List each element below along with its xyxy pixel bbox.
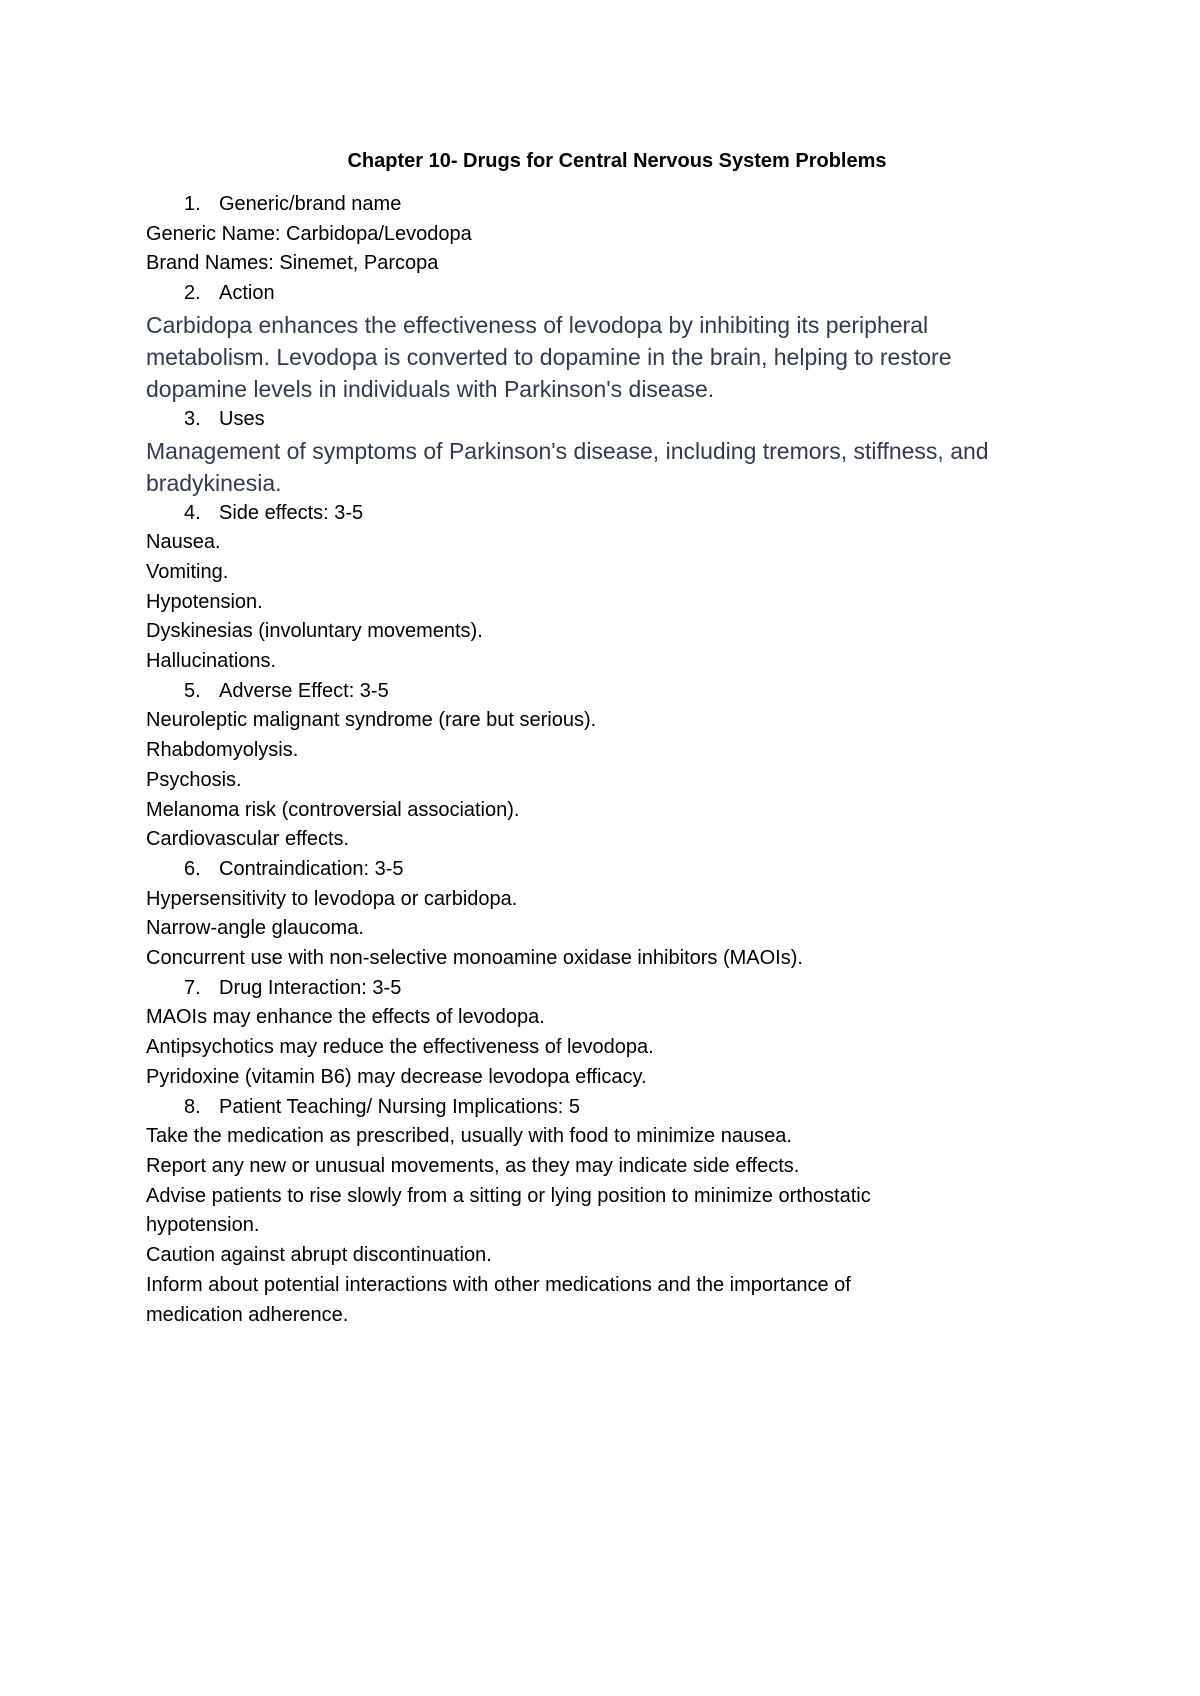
section-heading-uses xyxy=(146,405,1066,435)
text-line: Pyridoxine (vitamin B6) may decrease levodopa efficacy. xyxy=(146,1065,647,1088)
text-line: Rhabdomyolysis. xyxy=(146,739,299,762)
text-line: Vomiting. xyxy=(146,560,229,583)
text-line: Dyskinesias (involuntary movements). xyxy=(146,620,483,643)
section-heading-generic-brand-name xyxy=(146,190,1066,220)
text-line: Concurrent use with non-selective monoamine oxidase inhibitors (MAOIs). xyxy=(146,947,803,970)
text-line: Hypersensitivity to levodopa or carbidopa. xyxy=(146,887,518,910)
section-number: 4. xyxy=(184,501,201,524)
section-title: Patient Teaching/ Nursing Implications: 5 xyxy=(219,1095,580,1118)
text-line: Neuroleptic malignant syndrome (rare but serious). xyxy=(146,709,597,732)
section-heading-drug-interaction xyxy=(146,974,1066,1004)
text-line: Antipsychotics may reduce the effectiveness of levodopa. xyxy=(146,1036,654,1059)
text-line: Melanoma risk (controversial association). xyxy=(146,798,520,821)
document-content xyxy=(146,146,1066,1330)
section-title: Uses xyxy=(219,407,265,430)
text-line: Hallucinations. xyxy=(146,650,277,673)
section-heading-action xyxy=(146,279,1066,309)
document-title: Chapter 10- Drugs for Central Nervous System Problems xyxy=(347,150,887,172)
section-number: 2. xyxy=(184,282,201,305)
text-line: hypotension. xyxy=(146,1214,260,1237)
text-line: Narrow-angle glaucoma. xyxy=(146,917,364,940)
section-title: Contraindication: 3-5 xyxy=(219,857,404,880)
section-number: 8. xyxy=(184,1095,201,1118)
paragraph-line: Carbidopa enhances the effectiveness of levodopa by inhibiting its peripheral xyxy=(146,311,929,338)
section-number: 6. xyxy=(184,857,201,880)
text-line: Advise patients to rise slowly from a sitting or lying position to minimize orthostatic xyxy=(146,1184,871,1207)
paragraph-line: Management of symptoms of Parkinson's disease, including tremors, stiffness, and xyxy=(146,437,989,464)
section-number: 3. xyxy=(184,407,201,430)
paragraph-line: bradykinesia. xyxy=(146,469,282,496)
text-line: Hypotension. xyxy=(146,590,263,613)
section-heading-side-effects xyxy=(146,499,1066,529)
section-title: Generic/brand name xyxy=(219,193,402,215)
section-number: 5. xyxy=(184,679,201,702)
section-title: Side effects: 3-5 xyxy=(219,501,364,524)
text-line: Inform about potential interactions with other medications and the importance of xyxy=(146,1273,851,1296)
paragraph-line: metabolism. Levodopa is converted to dopamine in the brain, helping to restore xyxy=(146,343,952,370)
section-number: 7. xyxy=(184,976,201,999)
text-line: Report any new or unusual movements, as they may indicate side effects. xyxy=(146,1154,800,1177)
paragraph-line: dopamine levels in individuals with Parkinson's disease. xyxy=(146,375,715,402)
text-line: Brand Names: Sinemet, Parcopa xyxy=(146,252,439,275)
text-line: Psychosis. xyxy=(146,768,242,791)
section-heading-adverse-effect xyxy=(146,677,1066,707)
section-title: Drug Interaction: 3-5 xyxy=(219,976,402,999)
text-line: MAOIs may enhance the effects of levodopa. xyxy=(146,1006,545,1029)
section-title: Adverse Effect: 3-5 xyxy=(219,679,389,702)
section-title: Action xyxy=(219,282,275,305)
text-line: Cardiovascular effects. xyxy=(146,828,350,851)
section-number: 1. xyxy=(184,193,201,215)
text-line: Generic Name: Carbidopa/Levodopa xyxy=(146,222,472,245)
section-heading-contraindication xyxy=(146,855,1066,885)
text-line: Caution against abrupt discontinuation. xyxy=(146,1244,492,1267)
section-heading-patient-teaching xyxy=(146,1093,1066,1123)
text-line: Take the medication as prescribed, usually with food to minimize nausea. xyxy=(146,1125,792,1148)
text-line: medication adherence. xyxy=(146,1303,349,1326)
text-line: Nausea. xyxy=(146,531,221,554)
